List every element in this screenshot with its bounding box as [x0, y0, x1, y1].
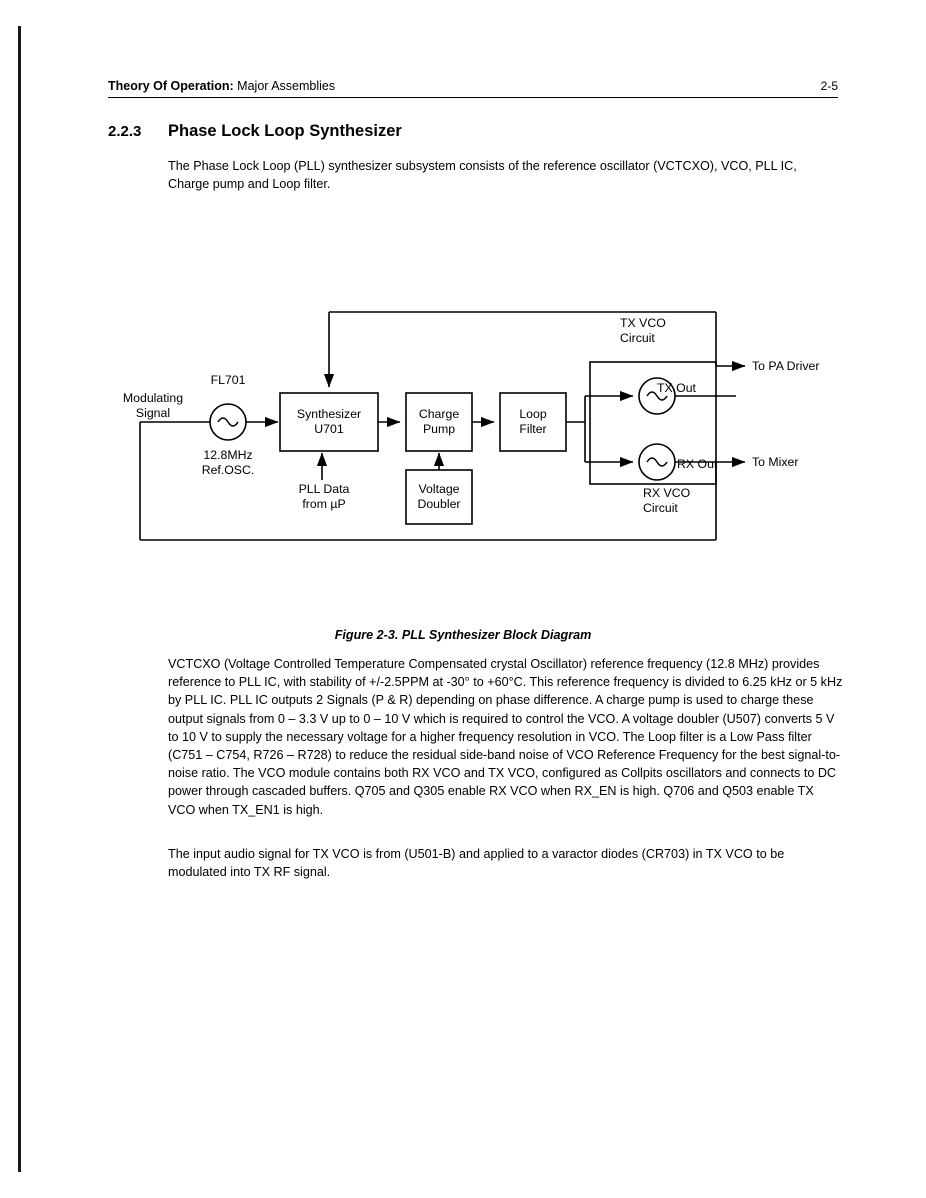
header-title-bold: Theory Of Operation: — [108, 79, 234, 93]
body-paragraph-2: The input audio signal for TX VCO is from (U501-B) and applied to a varactor diodes (CR703) in TX VCO to be modulated into TX RF signal. — [168, 847, 785, 880]
figure-caption: Figure 2-3. PLL Synthesizer Block Diagram — [334, 628, 592, 642]
label-to-pa-driver: To PA Driver — [752, 359, 820, 373]
label-synthesizer: Synthesizer U701 — [296, 407, 362, 436]
header-rule — [108, 97, 838, 98]
label-modulating-signal: Modulating Signal — [122, 391, 184, 420]
label-pll-data: PLL Data from µP — [298, 482, 350, 511]
label-ref-osc: 12.8MHz Ref.OSC. — [201, 448, 255, 477]
page-edge-artifact — [18, 26, 21, 1172]
header-page-number: 2-5 — [820, 79, 838, 93]
header-title-rest: Major Assemblies — [233, 79, 336, 93]
body-paragraph-1: VCTCXO (Voltage Controlled Temperature Compensated crystal Oscillator) reference frequency (12.8 MHz) provides reference to PLL IC, with stability of +/-2.5PPM at -30° to +60°C. This reference frequency is divided to 6.25 kHz or 5 kHz by PLL IC. PLL IC outputs 2 Signals (P & R) depending on phase difference. A charge pump is used to charge these output signals from 0 – 3.3 V up to 0 – 10 V which is required to control the VCO. A voltage doubler (U507) converts 5 V to 10 V to supply the necessary voltage for a higher frequency resolution in VCO. The Loop filter is a Low Pass filter (C751 – C754, R726 – R728) to reduce the residual side-band noise of VCO Reference Frequency for the best signal-to-noise ratio. The VCO module contains both RX VCO and TX VCO, configured as Collpits oscillators and connects to DC power through cascaded buffers. Q705 and Q305 enable RX VCO when RX_EN is high. Q706 and Q503 enable TX VCO when TX_EN1 is high. — [168, 657, 843, 817]
header-title — [108, 78, 335, 94]
label-tx-out: TX Out — [657, 381, 696, 395]
label-rx-out: RX Out — [677, 457, 718, 471]
pll-block-diagram — [100, 290, 860, 570]
label-charge-pump: Charge Pump — [418, 407, 460, 436]
section-number: 2.2.3 — [108, 123, 142, 140]
label-rx-vco-circuit: RX VCO Circuit — [643, 486, 691, 515]
diagram-svg — [100, 290, 860, 570]
label-to-mixer: To Mixer — [752, 455, 799, 469]
label-tx-vco-circuit: TX VCO Circuit — [620, 316, 666, 345]
section-intro-paragraph: The Phase Lock Loop (PLL) synthesizer subsystem consists of the reference oscillator (VCTCXO), VCO, PLL IC, Charge pump and Loop filter. — [168, 159, 797, 191]
section-title: Phase Lock Loop Synthesizer — [168, 122, 402, 140]
label-voltage-doubler: Voltage Doubler — [417, 482, 461, 511]
label-loop-filter: Loop Filter — [519, 407, 547, 436]
label-fl701: FL701 — [210, 373, 246, 387]
